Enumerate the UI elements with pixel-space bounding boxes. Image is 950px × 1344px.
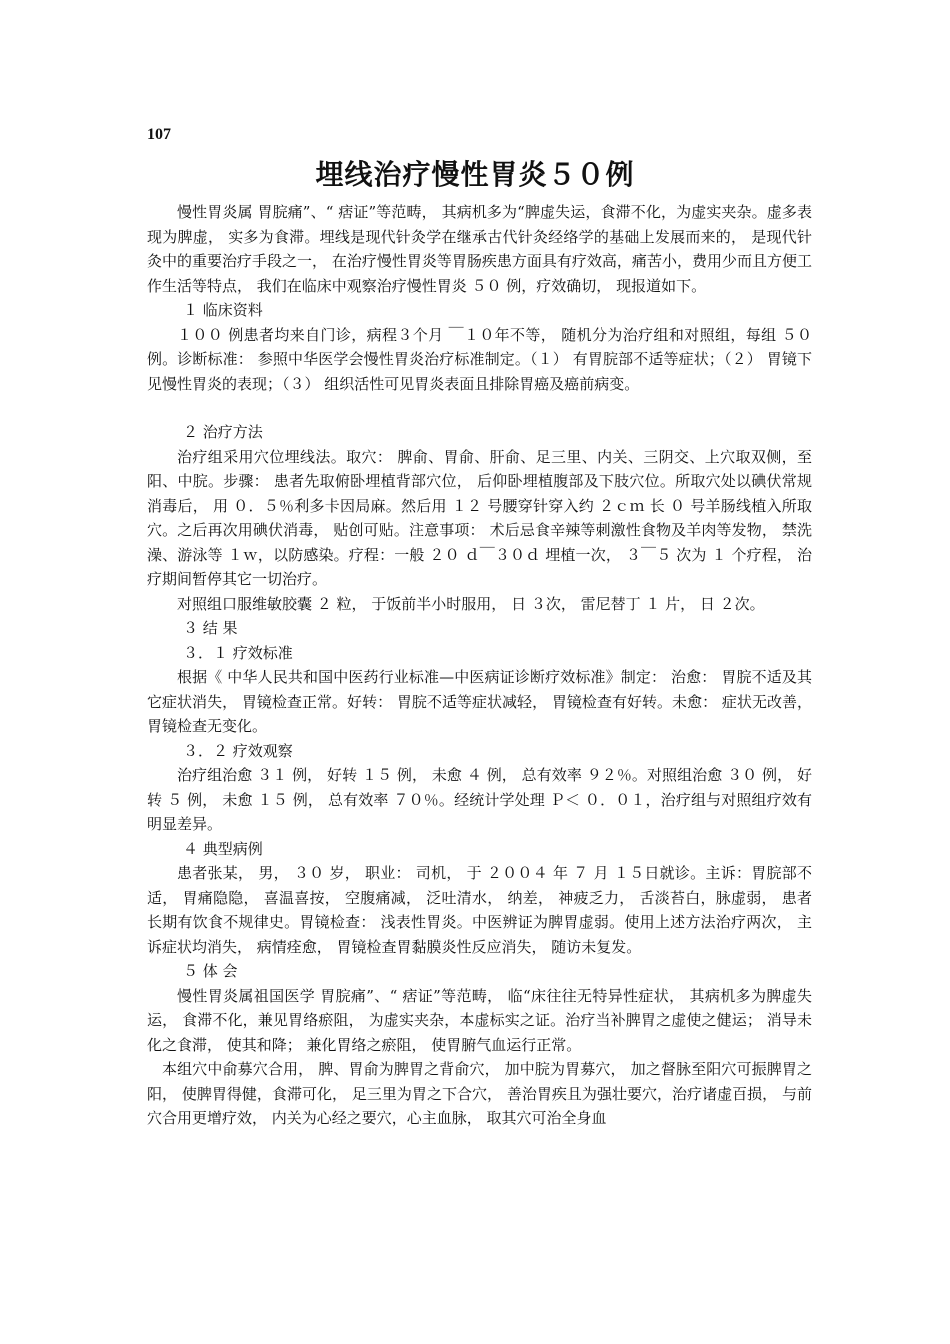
control-group-paragraph: 对照组口服维敏胶囊 ２ 粒， 于饭前半小时服用， 日 ３次， 雷尼替丁 １ 片， 日 ２次。 [177, 594, 765, 613]
section-heading-treatment-method: ２ 治疗方法 [183, 423, 263, 441]
clinical-data-paragraph: １００ 例患者均来自门诊，病程３个月 ￣１０年不等， 随机分为治疗组和对照组，每组 ５０ 例。诊断标准： 参照中华医学会慢性胃炎治疗标准制定。（１） 有胃脘部不适等症状；（２） 胃镜下见慢性胃炎的表现；（３） 组织活性可见胃炎表面且排除胃癌及癌前病变。 [147, 325, 812, 393]
article-body [147, 200, 812, 1131]
section-heading-discussion: ５ 体 会 [183, 962, 238, 980]
paragraph-gap [147, 396, 812, 420]
section-heading-clinical-data: １ 临床资料 [183, 301, 263, 319]
discussion-paragraph-1: 慢性胃炎属祖国医学 胃脘痛”、“ 痞证”等范畴， 临“床往往无特异性症状， 其病机多为脾虚失运， 食滞不化，兼见胃络瘀阻， 为虚实夹杂，本虚标实之证。治疗当补脾胃之虚使之健运； 消导未化之食滞， 使其和降； 兼化胃络之瘀阻， 使胃腑气血运行正常。 [147, 986, 812, 1054]
efficacy-observation-paragraph: 治疗组治愈 ３１ 例， 好转 １５ 例， 未愈 ４ 例， 总有效率 ９２％。对照组治愈 ３０ 例， 好转 ５ 例， 未愈 １５ 例， 总有效率 ７０％。经统计学处理 Ｐ＜ ０．０１，治疗组与对照组疗效有明显差异。 [147, 766, 812, 833]
article-title: 埋线治疗慢性胃炎５０例 [315, 158, 635, 191]
typical-case-paragraph: 患者张某， 男， ３０ 岁， 职业： 司机， 于 ２００４ 年 ７ 月 １５日就诊。主诉：胃脘部不适， 胃痛隐隐， 喜温喜按， 空腹痛减， 泛吐清水， 纳差， 神疲乏力， 舌淡苔白，脉虚弱， 患者长期有饮食不规律史。胃镜检查： 浅表性胃炎。中医辨证为脾胃虚弱。使用上述方法治疗两次， 主诉症状均消失， 病情痊愈， 胃镜检查胃黏膜炎性反应消失， 随访未复发。 [147, 864, 812, 956]
subsection-heading-efficacy-criteria: ３．１ 疗效标准 [183, 643, 293, 662]
section-heading-results: ３ 结 果 [183, 619, 238, 637]
section-heading-typical-case: ４ 典型病例 [183, 839, 263, 858]
efficacy-criteria-paragraph: 根据《 中华人民共和国中医药行业标准—中医病证诊断疗效标准》制定： 治愈： 胃脘不适及其它症状消失， 胃镜检查正常。好转： 胃脘不适等症状减轻， 胃镜检查有好转。未愈： 症状无改善， 胃镜检查无变化。 [147, 668, 812, 735]
discussion-paragraph-2: 本组穴中俞募穴合用， 脾、胃俞为脾胃之背俞穴， 加中脘为胃募穴， 加之督脉至阳穴可振脾胃之阳， 使脾胃得健，食滞可化， 足三里为胃之下合穴， 善治胃疾且为强壮要穴，治疗诸虚百损， 与前穴合用更增疗效， 内关为心经之要穴，心主血脉， 取其穴可治全身血 [147, 1060, 812, 1127]
page-number: 107 [147, 126, 171, 143]
intro-paragraph: 慢性胃炎属 胃脘痛”、“ 痞证”等范畴， 其病机多为“脾虚失运，食滞不化，为虚实夹杂。虚多表现为脾虚， 实多为食滞。埋线是现代针灸学在继承古代针灸经络学的基础上发展而来的， 是现代针灸中的重要治疗手段之一， 在治疗慢性胃炎等胃肠疾患方面具有疗效高，痛苦小，费用少而且方便工作生活等特点， 我们在临床中观察治疗慢性胃炎 ５０ 例，疗效确切， 现报道如下。 [147, 203, 812, 295]
subsection-heading-efficacy-observation: ３．２ 疗效观察 [183, 741, 293, 760]
treatment-group-paragraph: 治疗组采用穴位埋线法。取穴： 脾俞、胃俞、肝俞、足三里、内关、三阴交、上穴取双侧，至阳、中脘。步骤： 患者先取俯卧埋植背部穴位， 后仰卧埋植腹部及下肢穴位。所取穴处以碘伏常规消毒后， 用 ０．５％利多卡因局麻。然后用 １２ 号腰穿针穿入约 ２ｃｍ 长 ０ 号羊肠线植入所取穴。之后再次用碘伏消毒， 贴创可贴。注意事项： 术后忌食辛辣等刺激性食物及羊肉等发物， 禁洗澡、游泳等 １ｗ，以防感染。疗程：一般 ２０ ｄ￣３０ｄ 埋植一次， ３￣５ 次为 １ 个疗程， 治疗期间暂停其它一切治疗。 [147, 447, 812, 588]
